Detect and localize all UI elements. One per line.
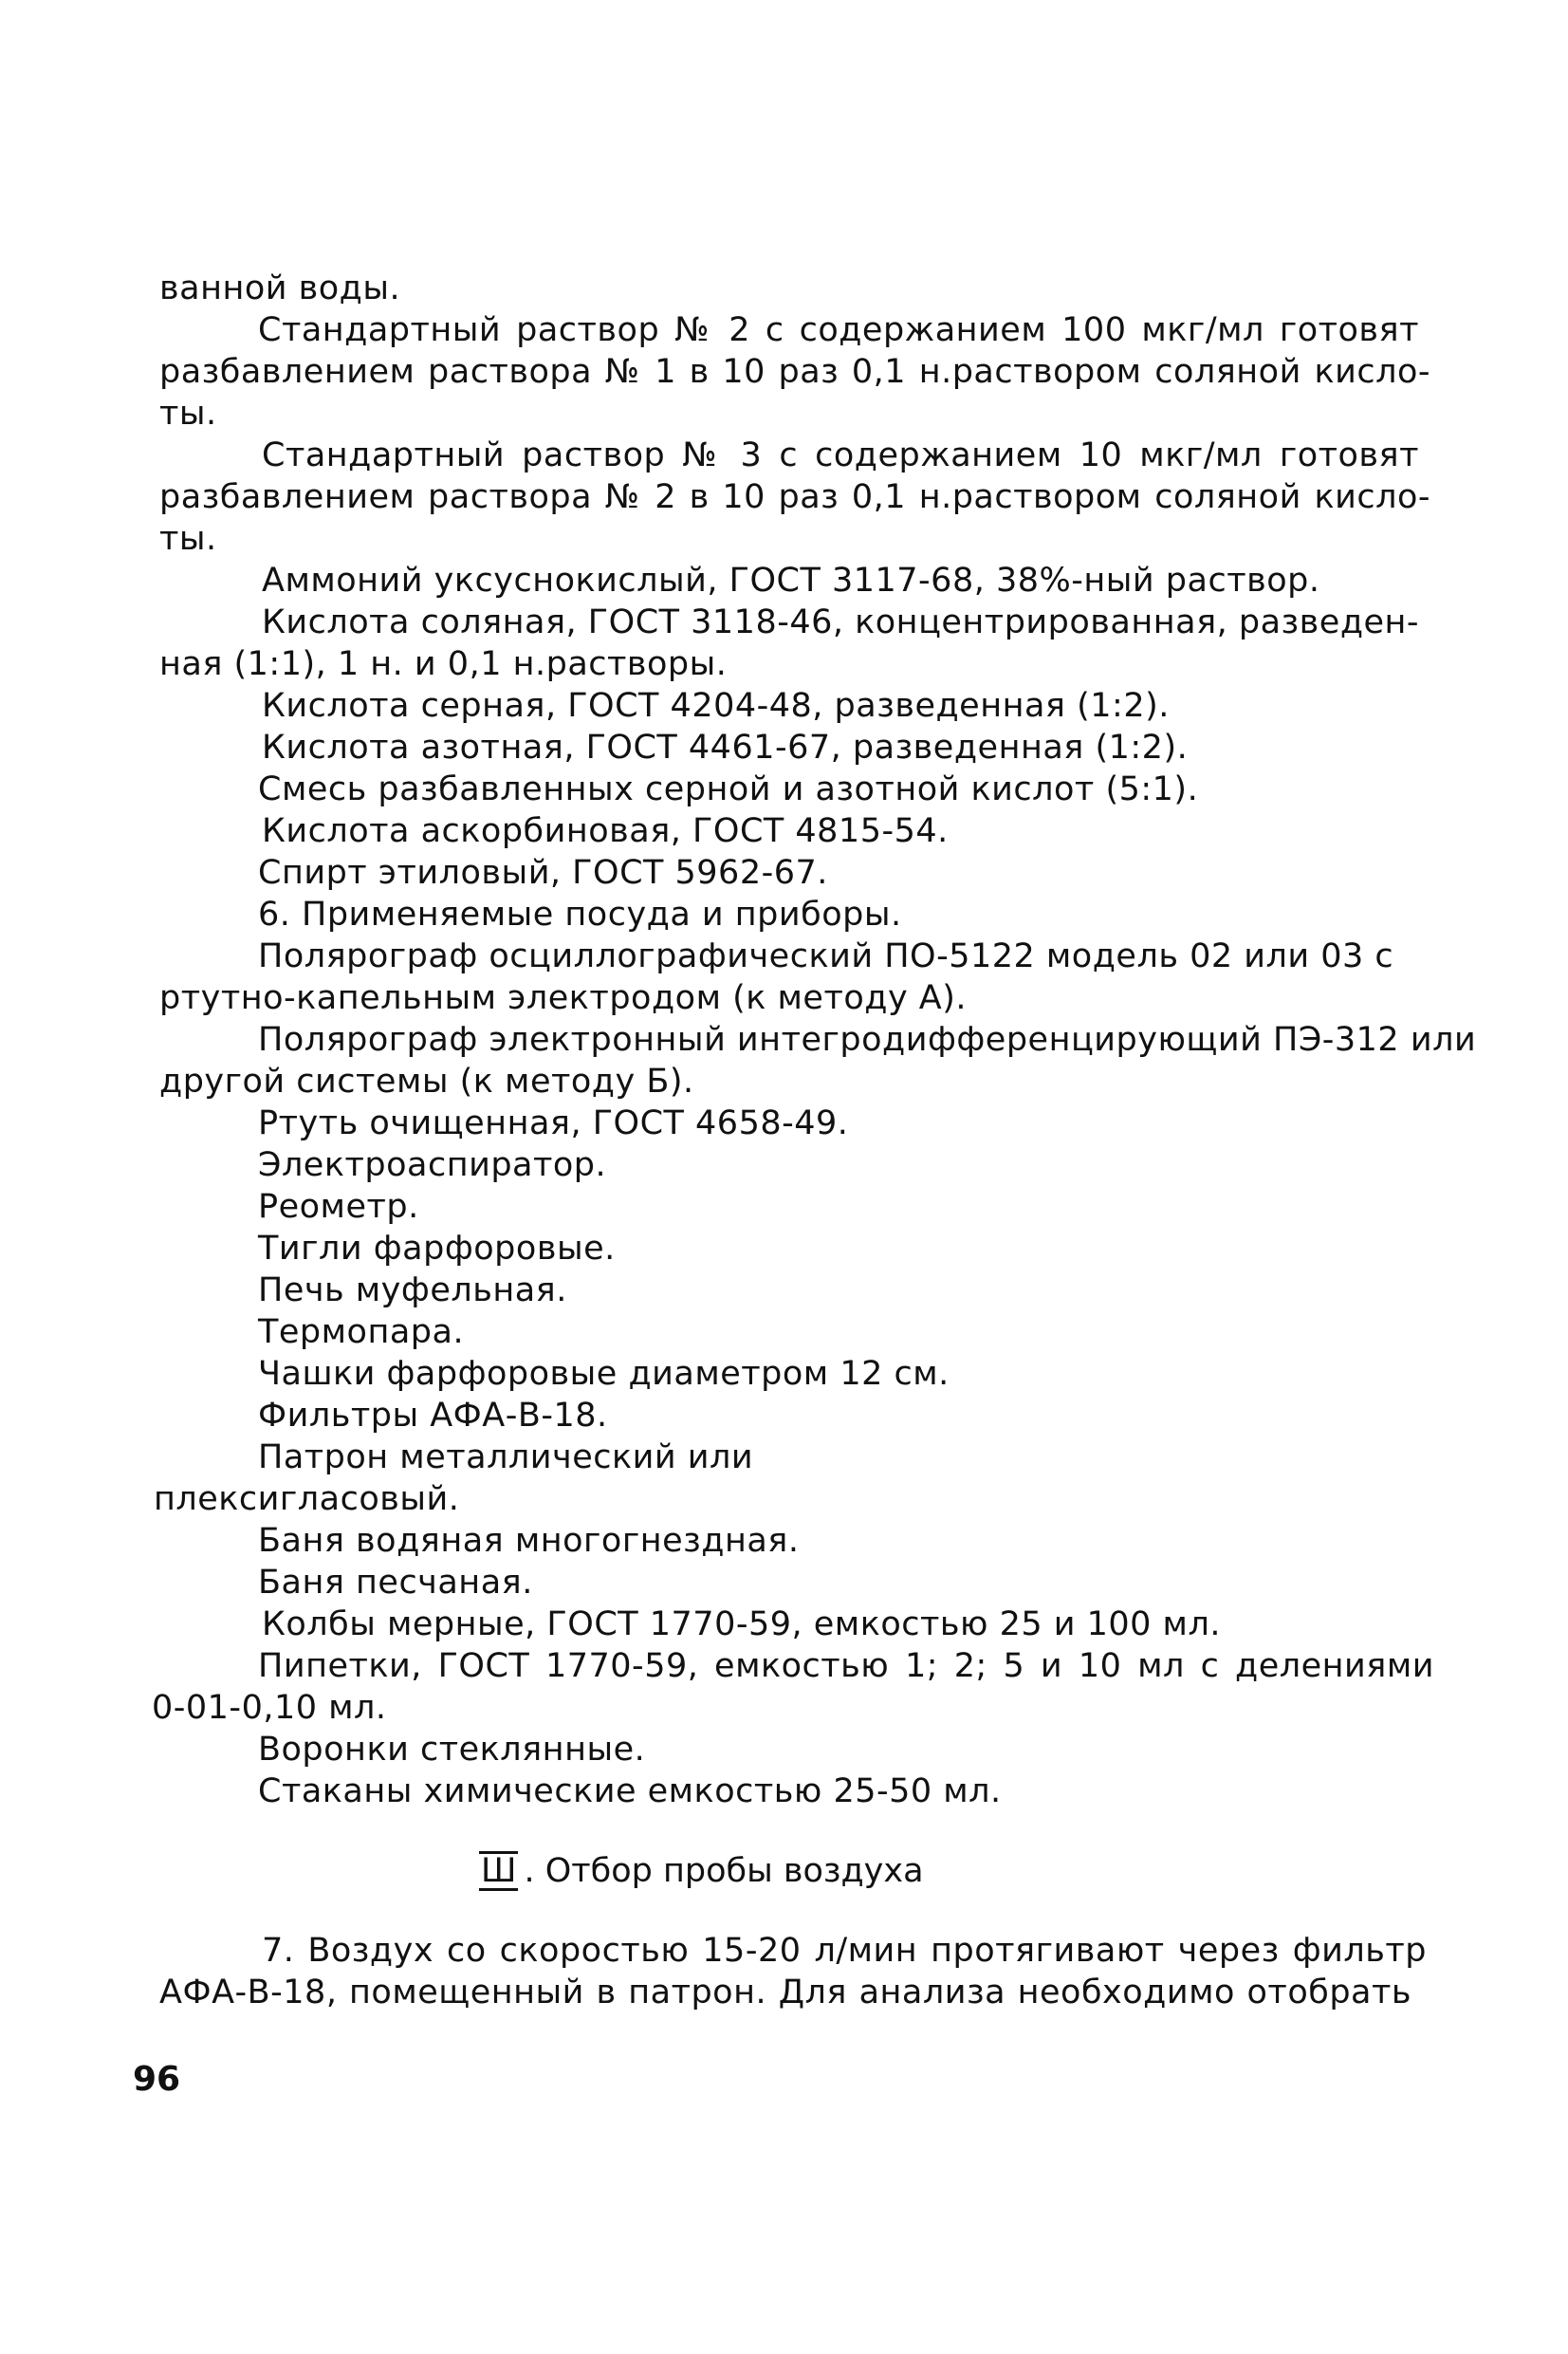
text-line: плексигласовый.	[154, 1480, 460, 1518]
text-line: ванной воды.	[159, 269, 401, 307]
text-line: Стандартный раствор № 2 с содержанием 100 мкг/мл готовят	[258, 311, 1419, 349]
text-line: Термопара.	[258, 1313, 465, 1351]
text-line: разбавлением раствора № 1 в 10 раз 0,1 н.раствором соляной кисло-	[159, 353, 1430, 391]
text-line: Спирт этиловый, ГОСТ 5962-67.	[258, 854, 828, 892]
section-numeral: Ш	[481, 1852, 517, 1890]
text-line: ртутно-капельным электродом (к методу А).	[159, 979, 968, 1017]
text-line: Печь муфельная.	[258, 1271, 567, 1309]
text-line: Стаканы химические емкостью 25-50 мл.	[258, 1772, 1002, 1810]
text-line: Кислота соляная, ГОСТ 3118-46, концентрированная, разведен-	[262, 603, 1420, 641]
text-line: Полярограф осциллографический ПО-5122 модель 02 или 03 с	[258, 937, 1394, 975]
text-line: Электроаспиратор.	[258, 1146, 607, 1184]
text-line: ты.	[159, 395, 217, 433]
text-line: ная (1:1), 1 н. и 0,1 н.растворы.	[159, 645, 728, 683]
text-line: другой системы (к методу Б).	[159, 1063, 694, 1101]
text-line: Тигли фарфоровые.	[258, 1230, 616, 1268]
text-line: Смесь разбавленных серной и азотной кислот (5:1).	[258, 770, 1199, 808]
text-line: ты.	[159, 520, 217, 558]
section-title: . Отбор пробы воздуха	[524, 1852, 924, 1890]
text-line: 0-01-0,10 мл.	[152, 1689, 387, 1727]
text-line: 6. Применяемые посуда и приборы.	[258, 896, 902, 934]
text-line: Кислота аскорбиновая, ГОСТ 4815-54.	[262, 812, 949, 850]
text-line: Колбы мерные, ГОСТ 1770-59, емкостью 25 и 100 мл.	[262, 1605, 1221, 1643]
section-heading	[479, 1850, 924, 1892]
text-line: Ртуть очищенная, ГОСТ 4658-49.	[258, 1104, 849, 1142]
text-line: Аммоний уксуснокислый, ГОСТ 3117-68, 38%-ный раствор.	[262, 562, 1320, 600]
text-line: Полярограф электронный интегродифференцирующий ПЭ-312 или	[258, 1021, 1477, 1059]
text-line: разбавлением раствора № 2 в 10 раз 0,1 н.раствором соляной кисло-	[159, 478, 1430, 516]
text-line: Баня песчаная.	[258, 1564, 533, 1602]
text-line: Баня водяная многогнездная.	[258, 1522, 800, 1560]
text-line: Стандартный раствор № 3 с содержанием 10 мкг/мл готовят	[262, 436, 1419, 474]
text-line: Пипетки, ГОСТ 1770-59, емкостью 1; 2; 5 и 10 мл с делениями	[258, 1647, 1434, 1685]
text-line: Патрон металлический или	[258, 1438, 754, 1476]
text-line: Кислота серная, ГОСТ 4204-48, разведенная (1:2).	[262, 687, 1170, 725]
text-line: Реометр.	[258, 1188, 419, 1226]
text-line: Чашки фарфоровые диаметром 12 см.	[258, 1355, 950, 1393]
page-number: 96	[133, 2060, 181, 2099]
text-line: Воронки стеклянные.	[258, 1731, 646, 1769]
text-line: Фильтры АФА-В-18.	[258, 1397, 608, 1435]
text-line: 7. Воздух со скоростью 15-20 л/мин протягивают через фильтр	[262, 1932, 1427, 1970]
text-line: АФА-В-18, помещенный в патрон. Для анализа необходимо отобрать	[159, 1974, 1411, 2011]
text-line: Кислота азотная, ГОСТ 4461-67, разведенная (1:2).	[262, 729, 1189, 767]
